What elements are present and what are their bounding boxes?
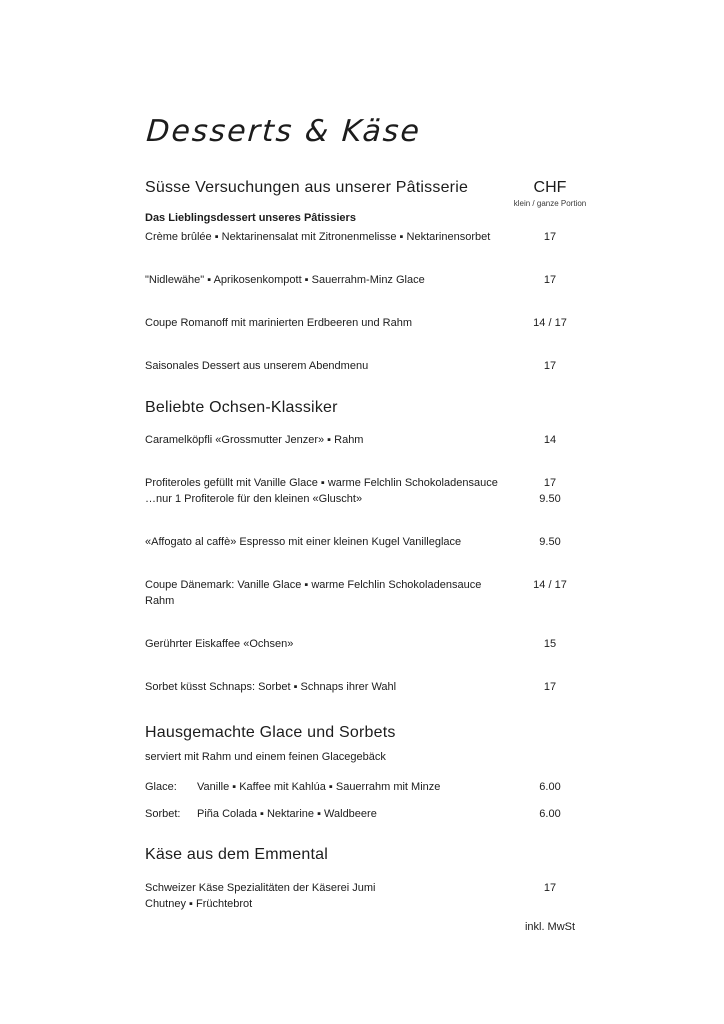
item-price: 15	[543, 638, 557, 650]
menu-item-nidlewaehe	[145, 272, 590, 288]
item-price: 6.00	[539, 781, 561, 793]
item-price: 14	[543, 434, 557, 446]
item-line	[145, 432, 590, 448]
item-line	[145, 577, 590, 593]
section-heading-patisserie: Süsse Versuchungen aus unserer Pâtisserie	[145, 179, 469, 196]
item-description: Schweizer Käse Spezialitäten der Käserei Jumi	[145, 882, 376, 894]
item-line	[145, 593, 590, 609]
item-highlight-label: Das Lieblingsdessert unseres Pâtissiers	[145, 212, 356, 224]
menu-item-eiskaffee	[145, 636, 590, 652]
menu-item-sorbet	[145, 806, 590, 822]
item-description: Piña Colada ▪ Nektarine ▪ Waldbeere	[197, 808, 377, 820]
vat-note: inkl. MwSt	[524, 921, 576, 933]
item-line	[145, 475, 590, 491]
item-line	[145, 272, 590, 288]
section-heading-kaese: Käse aus dem Emmental	[145, 846, 328, 863]
item-description: Rahm	[145, 595, 175, 607]
item-price: 17	[543, 882, 557, 894]
item-price: 17	[543, 231, 557, 243]
section-heading-glace: Hausgemachte Glace und Sorbets	[145, 724, 396, 741]
item-description: …nur 1 Profiterole für den kleinen «Gluscht»	[145, 493, 363, 505]
item-line	[145, 491, 590, 507]
section-patisserie	[145, 178, 590, 374]
item-price: 14 / 17	[533, 579, 567, 591]
item-line	[145, 896, 590, 912]
item-description: Saisonales Dessert aus unserem Abendmenu	[145, 360, 369, 372]
menu-title: Desserts & Käse	[145, 114, 423, 149]
menu-item-caramelkoepfli	[145, 432, 590, 448]
item-price: 9.50	[539, 536, 561, 548]
item-description: Coupe Dänemark: Vanille Glace ▪ warme Felchlin Schokoladensauce	[145, 579, 482, 591]
item-description: Vanille ▪ Kaffee mit Kahlúa ▪ Sauerrahm mit Minze	[197, 781, 441, 793]
item-line	[145, 358, 590, 374]
menu-item-kaese-jumi	[145, 880, 590, 912]
item-line	[145, 779, 590, 795]
item-price: 17	[543, 360, 557, 372]
section-glace-sorbets	[145, 723, 590, 822]
item-line	[145, 534, 590, 550]
item-line	[145, 806, 590, 822]
item-line	[145, 315, 590, 331]
item-description: «Affogato al caffè» Espresso mit einer kleinen Kugel Vanilleglace	[145, 536, 462, 548]
item-line	[145, 880, 590, 896]
footer	[145, 919, 590, 935]
menu-item-saisonales-dessert	[145, 358, 590, 374]
menu-item-glace	[145, 779, 590, 795]
section-patisserie-header	[145, 178, 590, 210]
item-description: Sorbet küsst Schnaps: Sorbet ▪ Schnaps ihrer Wahl	[145, 681, 397, 693]
menu-item-affogato	[145, 534, 590, 550]
menu-item-coupe-romanoff	[145, 315, 590, 331]
menu-item-profiteroles	[145, 475, 590, 507]
item-price: 9.50	[539, 493, 561, 505]
item-price: 6.00	[539, 808, 561, 820]
item-description: Gerührter Eiskaffee «Ochsen»	[145, 638, 294, 650]
item-description: Crème brûlée ▪ Nektarinensalat mit Zitronenmelisse ▪ Nektarinensorbet	[145, 231, 491, 243]
item-prefix-glace: Glace:	[145, 781, 177, 793]
item-price: 17	[543, 681, 557, 693]
item-price: 17	[543, 274, 557, 286]
section-heading-klassiker: Beliebte Ochsen-Klassiker	[145, 399, 338, 416]
item-line	[145, 679, 590, 695]
item-line	[145, 229, 590, 245]
item-price: 14 / 17	[533, 317, 567, 329]
section-subtitle-glace: serviert mit Rahm und einem feinen Glacegebäck	[145, 751, 386, 763]
item-prefix-sorbet: Sorbet:	[145, 808, 181, 820]
item-description: Caramelköpfli «Grossmutter Jenzer» ▪ Rahm	[145, 434, 364, 446]
portion-note: klein / ganze Portion	[513, 199, 587, 208]
item-line	[145, 636, 590, 652]
item-description: Coupe Romanoff mit marinierten Erdbeeren und Rahm	[145, 317, 412, 329]
footer-spacer	[145, 919, 510, 935]
item-description: Chutney ▪ Früchtebrot	[145, 898, 253, 910]
section-kaese	[145, 845, 590, 912]
section-klassiker	[145, 398, 590, 695]
menu-item-coupe-daenemark	[145, 577, 590, 609]
menu-item-sorbet-schnaps	[145, 679, 590, 695]
item-description: Profiteroles gefüllt mit Vanille Glace ▪ warme Felchlin Schokoladensauce	[145, 477, 498, 489]
item-description: "Nidlewähe" ▪ Aprikosenkompott ▪ Sauerrahm-Minz Glace	[145, 274, 425, 286]
item-price: 17	[543, 477, 557, 489]
menu-item-creme-brulee	[145, 210, 590, 245]
currency-header: CHF	[533, 179, 567, 196]
price-column-header	[510, 178, 590, 210]
